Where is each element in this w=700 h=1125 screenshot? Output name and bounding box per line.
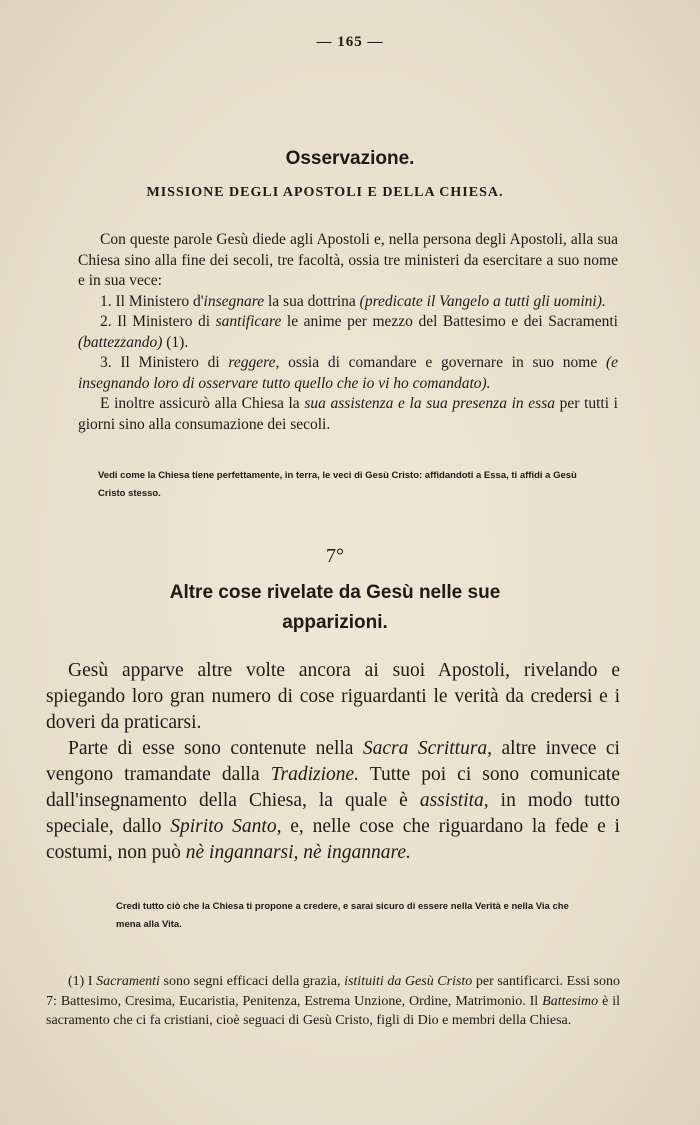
paragraph-2: Parte di esse sono contenute nella Sacra Scrittura, altre invece ci vengono tramandate dalla Tradizione. Tutte poi ci sono comunicate dall'insegnamento della Chiesa, la quale è assistita, in modo tutto speciale, dallo Spirito Santo, e, nelle cose che riguardano la fede e i costumi, non può nè ingannarsi, nè ingannare. [46, 738, 620, 863]
item-2: 2. Il Ministero di santificare le anime per mezzo del Battesimo e dei Sacramenti (battezzando) (1). [78, 313, 618, 351]
section1-text [78, 230, 618, 435]
section-title: Altre cose rivelate da Gesù nelle sue apparizioni. [169, 582, 501, 633]
section-number: 7° [326, 545, 344, 567]
heading: Osservazione. [285, 148, 415, 169]
footnote [46, 972, 620, 1031]
page-number: — 165 — [316, 34, 384, 50]
section2-text [46, 658, 620, 866]
intro-paragraph: Con queste parole Gesù diede agli Apostoli e, nella persona degli Apostoli, alla sua Chiesa sino alla fine dei secoli, tre facoltà, ossia tre ministeri da esercitare a suo nome e in sua vece: [78, 231, 618, 289]
item-3: 3. Il Ministero di reggere, ossia di comandare e governare in suo nome (e insegnando loro di osservare tutto quello che io vi ho comandato). [78, 354, 618, 392]
subheading: MISSIONE DEGLI APOSTOLI E DELLA CHIESA. [146, 185, 504, 200]
note-1: Vedi come la Chiesa tiene perfettamente, in terra, le veci di Gesù Cristo: affidandoti a Essa, ti affidi a Gesù Cristo stesso. [98, 470, 577, 499]
closing-paragraph: E inoltre assicurò alla Chiesa la sua assistenza e la sua presenza in essa per tutti i giorni sino alla consumazione dei secoli. [78, 395, 618, 433]
footnote-text: (1) I Sacramenti sono segni efficaci della grazia, istituiti da Gesù Cristo per santificarci. Essi sono 7: Battesimo, Cresima, Eucaristia, Penitenza, Estrema Unzione, Ordine, Matrimonio. Il Battesimo è il sacramento che ci fa cristiani, cioè seguaci di Gesù Cristo, figli di Dio e membri della Chiesa. [46, 974, 621, 1028]
note-2: Credi tutto ciò che la Chiesa ti propone a credere, e sarai sicuro di essere nella Verità e nella Via che mena alla Vita. [116, 901, 569, 930]
paragraph-1: Gesù apparve altre volte ancora ai suoi Apostoli, rivelando e spiegando loro gran numero di cose riguardanti le verità da credersi e i doveri da praticarsi. [46, 660, 620, 733]
item-1: 1. Il Ministero d'insegnare la sua dottrina (predicate il Vangelo a tutti gli uomini). [100, 292, 606, 310]
